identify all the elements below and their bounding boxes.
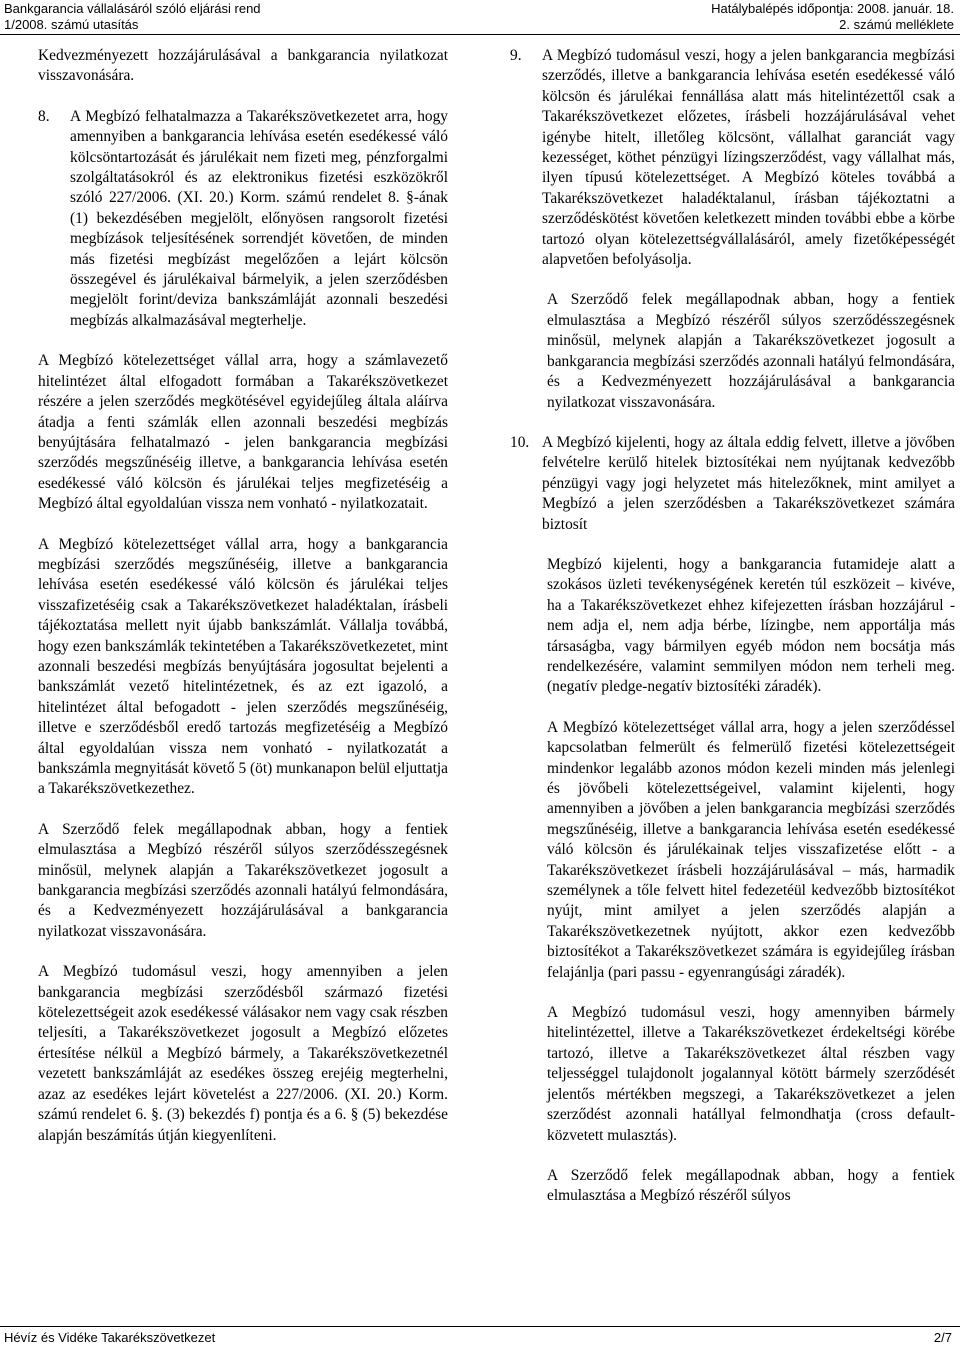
footer-divider — [0, 1326, 960, 1327]
paragraph: A Szerződő felek megállapodnak abban, hogy a fentiek elmulasztása a Megbízó részéről súlyos szerződésszegésnek minősül, melynek alapján a Takarékszövetkezet jogosult a bankgarancia megbízási szerződés azonnali hatályú felmondására, és a Kedvezményezett hozzájárulásával a bankgarancia nyilatkozat visszavonására. — [547, 291, 955, 411]
header-right — [711, 1, 954, 33]
paragraph: A Megbízó kötelezettséget vállal arra, hogy a számlavezető hitelintézet által elfogadott formában a Takarékszövetkezet részére a jelen szerződés megkötésével egyidejűleg általa aláírva átadja a fenti számlák ellen azonnali beszedési megbízás benyújtására felhatalmazó - jelen bankgarancia megbízási szerződés megszűnéséig illetve, a bankgarancia lehívása esetén esedékessé váló kölcsön és járulékai teljes megfizetéséig a Megbízó által egyoldalúan vissza nem vonható - nyilatkozatait. — [38, 352, 448, 513]
page-footer — [0, 1320, 960, 1350]
header-divider — [0, 34, 960, 35]
item-number: 8. — [38, 107, 50, 125]
paragraph: A Megbízó tudomásul veszi, hogy amennyiben a jelen bankgarancia megbízási szerződésből származó fizetési kötelezettségeit azok esedékessé válásakor nem vagy csak részben teljesíti, a Takarékszövetkezet jogosult a Megbízó előzetes értesítése nélkül a Megbízó bármely, a Takarékszövetkezetnél vezetett bankszámláját az esedékes összeg erejéig megterhelni, azaz az esedékes lejárt követelést a 227/2006. (XI. 20.) Korm. számú rendelet 6. §. (3) bekezdés f) pontja és a 6. § (5) bekezdése alapján beszámítás útján kiegyenlíteni. — [38, 963, 448, 1144]
paragraph: Megbízó kijelenti, hogy a bankgarancia futamideje alatt a szokásos üzleti tevékenységének keretén túl eszközeit – kivéve, ha a Takarékszövetkezet ehhez kifejezetten írásban hozzájárul - nem adja el, nem adja bérbe, lízingbe, nem apportálja más társaságba, vagy bármilyen egyéb módon nem bocsátja más rendelkezésére, valamint semmilyen módon nem terheli meg. (negatív pledge-negatív biztosítéki záradék). — [547, 555, 955, 696]
page-header — [0, 0, 960, 36]
paragraph: A Szerződő felek megállapodnak abban, hogy a fentiek elmulasztása a Megbízó részéről súlyos szerződésszegésnek minősül, melynek alapján a Takarékszövetkezet jogosult a bankgarancia megbízási szerződés azonnali hatályú felmondására, és a Kedvezményezett hozzájárulásával a bankgarancia nyilatkozat visszavonására. — [38, 820, 448, 940]
numbered-item-9 — [510, 46, 955, 270]
header-effective-date: Hatálybalépés időpontja: 2008. január. 18. — [711, 1, 954, 16]
footer-page-number: 2/7 — [933, 1330, 952, 1345]
footer-organization: Hévíz és Vidéke Takarékszövetkezet — [4, 1330, 216, 1345]
numbered-item-10 — [510, 433, 955, 535]
header-instruction-number: 1/2008. számú utasítás — [4, 17, 139, 32]
right-column — [510, 46, 955, 1227]
header-annex-number: 2. számú melléklete — [839, 17, 954, 32]
paragraph: Kedvezményezett hozzájárulásával a bankgarancia nyilatkozat visszavonására. — [38, 47, 448, 85]
item-text: A Megbízó felhatalmazza a Takarékszövetkezetet arra, hogy amennyiben a bankgarancia lehívása esetén esedékessé váló kölcsöntartozását és járulékait nem fizeti meg, pénzforgalmi szolgáltatásokról és az elektronikus fizetési eszközökről szóló 227/2006. (XI. 20.) Korm. számú rendelet 8. §-ának (1) bekezdésében megjelölt, előnyösen rangsorolt fizetési megbízások teljesítésének sorrendjét követően, de minden más fizetési megbízást megelőzően a lejárt kölcsön összegével és járulékaival bármelyik, a jelen szerződésben megjelölt forint/deviza bankszámláját azonnali beszedési megbízás alkalmazásával megterhelje. — [70, 107, 448, 329]
item-text: A Megbízó kijelenti, hogy az általa eddig felvett, illetve a jövőben felvételre kerülő hitelek biztosítékai nem nyújtanak kedvezőbb pénzügyi vagy jogi helyzetet más hitelezőknek, mint amilyet a Megbízó a jelen szerződésben a Takarékszövetkezet számára biztosít — [542, 433, 955, 533]
header-left — [4, 1, 261, 33]
paragraph: A Megbízó tudomásul veszi, hogy amennyiben bármely hitelintézettel, illetve a Takarékszövetkezet érdekeltségi körébe tartozó, illetve a Takarékszövetkezet által részben vagy teljességgel tulajdonolt jogalannyal kötött bármely szerződését jelentős mértékben megszegi, a Takarékszövetkezet a jelen szerződést azonnali hatállyal felmondhatja (cross default- közvetett mulasztás). — [547, 1004, 955, 1144]
paragraph: A Megbízó kötelezettséget vállal arra, hogy a jelen szerződéssel kapcsolatban felmerült és felmerülő fizetési kötelezettségeit mindenkor legalább azonos módon kezeli minden más jelenlegi és jövőbeli kötelezettségeivel, valamint kijelenti, hogy amennyiben a jövőben a jelen bankgarancia megbízási szerződés megszűnéséig, illetve a bankgarancia lehívása esetén esedékessé váló kölcsön és járulékainak teljes visszafizetése előtt - a Takarékszövetkezet írásbeli hozzájárulásával – más, harmadik személynek a tőle felvett hitel fedezetéül kedvezőbb biztosítékot nyújt, mint amilyet a jelen szerződés alapján a Takarékszövetkezetnek nyújtott, akkor ezen kedvezőbb biztosítékot a Takarékszövetkezet számára is egyidejűleg írásban felajánlja (pari passu - egyenrangúsági záradék). — [547, 718, 955, 981]
paragraph: A Megbízó kötelezettséget vállal arra, hogy a bankgarancia megbízási szerződés megszűnéséig, illetve a bankgarancia lehívása esetén esedékessé váló kölcsön és járulékai teljes visszafizetéséig csak a Takarékszövetkezet haladéktalan, írásbeli tájékoztatása mellett nyit újabb bankszámlát. Vállalja továbbá, hogy ezen bankszámlák tekintetében a Takarékszövetkezetet, mint azonnali beszedési megbízás benyújtására jogosultat bejelenti a bankszámlát vezető hitelintézetnek, és az ezt igazoló, a hitelintézet által befogadott - jelen szerződés megszűnéséig, illetve e szerződésből eredő tartozás megfizetéséig a Megbízó által egyoldalúan vissza nem vonható - nyilatkozatát a bankszámla megnyitását követő 5 (öt) munkanapon belül eljuttatja a Takarékszövetkezethez. — [38, 535, 448, 798]
numbered-item-8 — [38, 107, 448, 331]
left-column — [38, 46, 448, 1166]
header-document-title: Bankgarancia vállalásáról szóló eljárási rend — [4, 1, 261, 16]
item-text: A Megbízó tudomásul veszi, hogy a jelen bankgarancia megbízási szerződés, illetve a bankgarancia lehívása esetén esedékessé váló kölcsön és járulékai fennállása alatt más hitelintézettől csak a Takarékszövetkezet előzetes, írásbeli hozzájárulásával vehet igénybe hitelt, illetőleg kölcsönt, vállalhat garanciát vagy kezességet, köthet pénzügyi lízingszerződést, vagy vállalhat más, ilyen típusú kötelezettséget. A Megbízó köteles továbbá a Takarékszövetkezet haladéktalanul, írásban tájékoztatni a szerződéskötést követően keletkezett minden további ebbe a körbe tartozó olyan kötelezettségvállalásáról, amely fizetőképességét alapvetően befolyásolja. — [542, 47, 955, 269]
item-number: 9. — [510, 47, 522, 64]
paragraph: A Szerződő felek megállapodnak abban, hogy a fentiek elmulasztása a Megbízó részéről súlyos — [547, 1166, 955, 1205]
item-number: 10. — [510, 433, 530, 451]
